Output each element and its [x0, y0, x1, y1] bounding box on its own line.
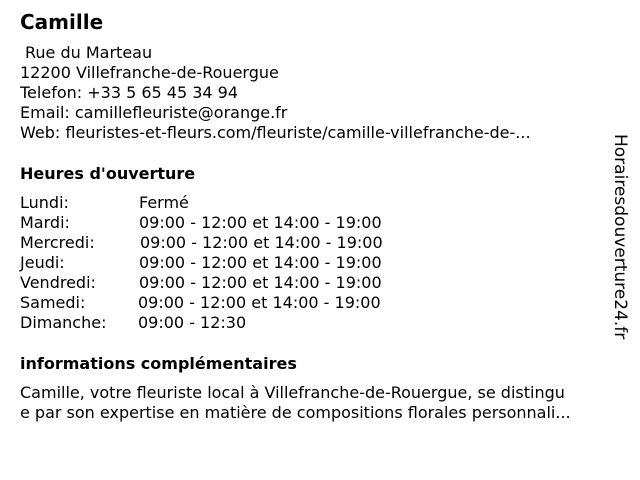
day-label: Samedi: [20, 293, 86, 312]
day-hours: Fermé [139, 193, 189, 212]
street-address: Rue du Marteau [25, 43, 153, 62]
business-name: Camille [20, 10, 104, 34]
day-label: Mercredi: [20, 233, 95, 252]
day-hours: 09:00 - 12:00 et 14:00 - 19:00 [140, 233, 383, 252]
day-label: Vendredi: [20, 273, 96, 292]
watermark-text: Horairesdouverture24.fr [610, 134, 630, 340]
day-label: Jeudi: [20, 253, 65, 272]
day-hours: 09:00 - 12:00 et 14:00 - 19:00 [139, 273, 382, 292]
day-label: Mardi: [20, 213, 70, 232]
contact-block [20, 43, 531, 143]
day-label: Dimanche: [20, 313, 107, 332]
hours-heading: Heures d'ouverture [20, 164, 196, 183]
web-line: Web: fleuristes-et-fleurs.com/fleuriste/camille-villefranche-de-... [20, 123, 531, 142]
info-heading: informations complémentaires [20, 354, 297, 373]
info-line: Camille, votre fleuriste local à Villefranche-de-Rouergue, se distingu [20, 383, 565, 402]
email-line: Email: camillefleuriste@orange.fr [20, 103, 288, 122]
day-hours: 09:00 - 12:00 et 14:00 - 19:00 [139, 213, 382, 232]
phone-line: Telefon: +33 5 65 45 34 94 [20, 83, 239, 102]
day-hours: 09:00 - 12:00 et 14:00 - 19:00 [138, 293, 381, 312]
info-line: e par son expertise en matière de compositions florales personnali... [20, 403, 571, 422]
info-description [20, 383, 571, 423]
site-watermark [610, 134, 634, 374]
day-hours: 09:00 - 12:30 [138, 313, 247, 332]
day-hours: 09:00 - 12:00 et 14:00 - 19:00 [139, 253, 382, 272]
day-label: Lundi: [20, 193, 69, 212]
city-postal: 12200 Villefranche-de-Rouergue [20, 63, 279, 82]
